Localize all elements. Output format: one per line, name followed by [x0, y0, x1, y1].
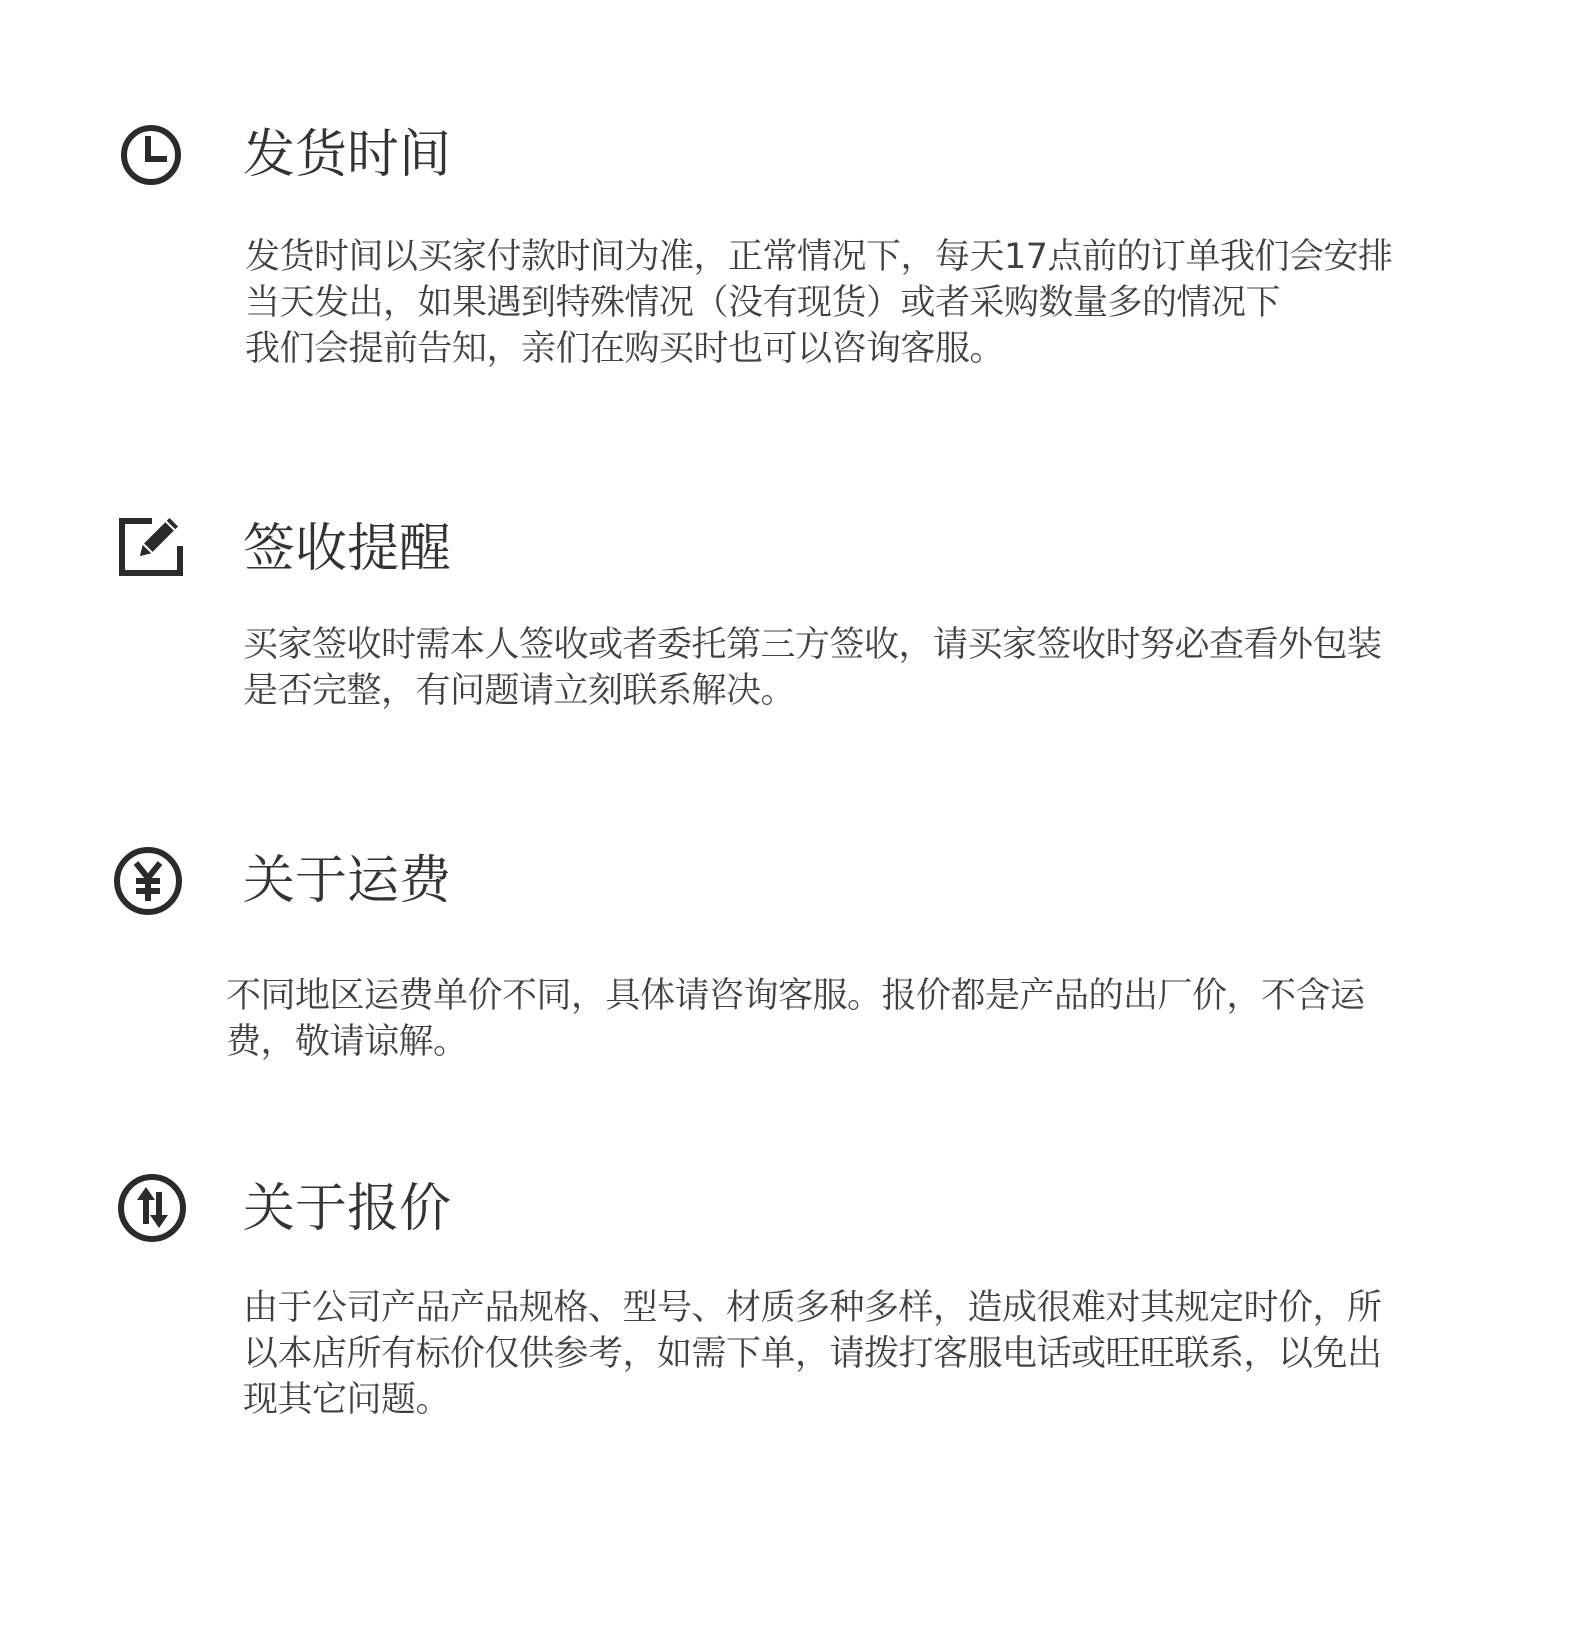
section-body — [243, 1285, 1463, 1423]
body-line: 由于公司产品产品规格、型号、材质多种多样，造成很难对其规定时价，所 — [243, 1288, 1382, 1328]
section-title: 关于运费 — [243, 851, 452, 911]
refresh-icon — [116, 1172, 188, 1244]
body-line: 当天发出，如果遇到特殊情况（没有现货）或者采购数量多的情况下 — [245, 283, 1281, 323]
section-title: 签收提醒 — [243, 519, 452, 579]
section-body — [245, 234, 1465, 372]
body-line: 现其它问题。 — [243, 1380, 451, 1420]
yen-icon — [112, 845, 184, 917]
body-line: 买家签收时需本人签收或者委托第三方签收，请买家签收时努必查看外包装 — [243, 625, 1382, 665]
clock-icon — [118, 122, 184, 188]
body-line: 费，敬请谅解。 — [226, 1022, 468, 1062]
body-line: 不同地区运费单价不同，具体请咨询客服。报价都是产品的出厂价，不含运 — [226, 976, 1365, 1016]
body-line: 我们会提前告知，亲们在购买时也可以咨询客服。 — [245, 329, 1005, 369]
section-body — [226, 973, 1446, 1065]
body-line: 发货时间以买家付款时间为准，正常情况下，每天17点前的订单我们会安排 — [245, 237, 1393, 277]
section-title: 发货时间 — [243, 125, 452, 185]
body-line: 是否完整，有问题请立刻联系解决。 — [243, 671, 796, 711]
edit-icon — [118, 512, 184, 578]
section-body — [243, 622, 1463, 714]
section-shipping-time — [0, 0, 1580, 400]
body-line: 以本店所有标价仅供参考，如需下单，请拨打客服电话或旺旺联系，以免出 — [243, 1334, 1382, 1374]
section-title: 关于报价 — [243, 1179, 452, 1239]
